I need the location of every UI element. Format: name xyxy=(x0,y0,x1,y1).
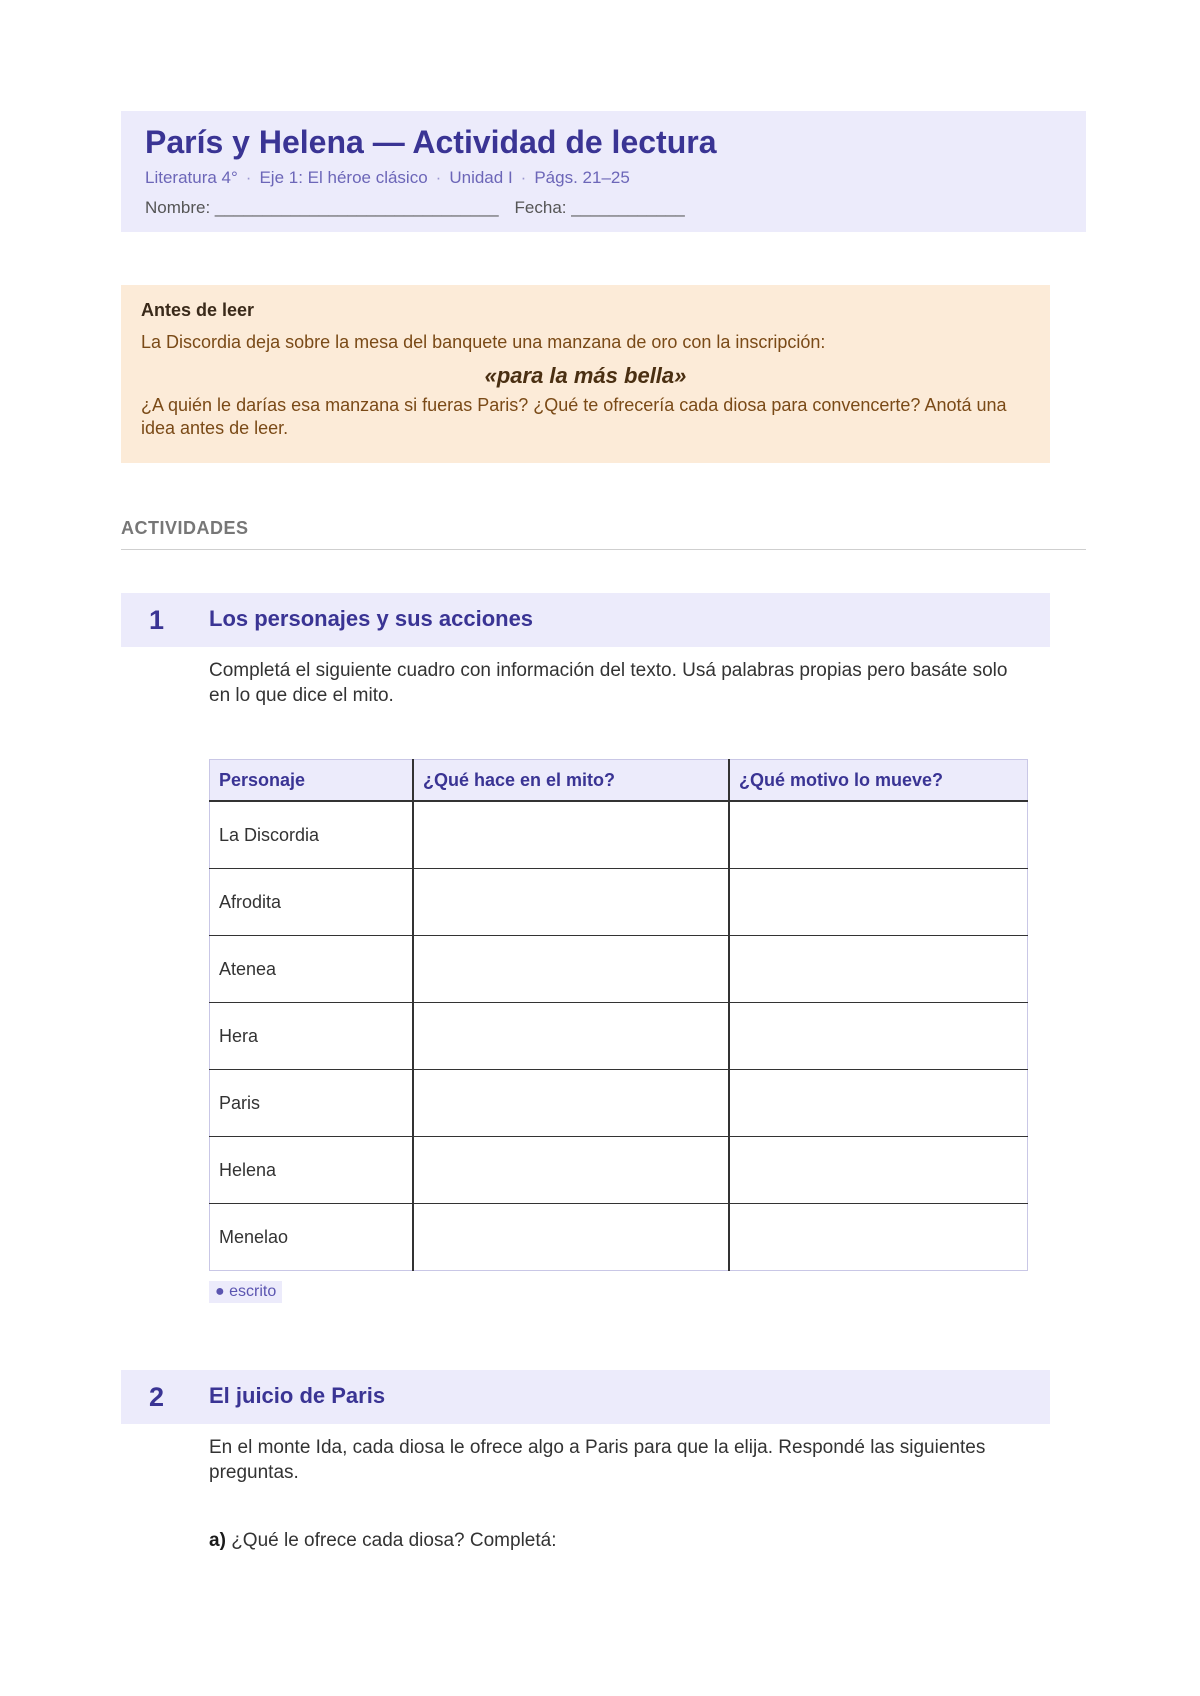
name-field[interactable]: Nombre: ______________________________ xyxy=(145,198,499,217)
written-tag: ● escrito xyxy=(209,1281,282,1303)
answer-cell[interactable] xyxy=(729,1204,1028,1271)
answer-cell[interactable] xyxy=(413,801,729,869)
character-name: La Discordia xyxy=(210,801,414,869)
activity-number: 1 xyxy=(149,605,165,635)
character-name: Helena xyxy=(210,1137,414,1204)
section-label: ACTIVIDADES xyxy=(121,518,249,538)
apple-inscription: «para la más bella» xyxy=(484,363,687,388)
before-reading-title: Antes de leer xyxy=(141,300,255,320)
answer-cell[interactable] xyxy=(413,869,729,936)
answer-cell[interactable] xyxy=(413,1137,729,1204)
column-header: Personaje xyxy=(210,760,414,802)
answer-cell[interactable] xyxy=(729,1070,1028,1137)
question-letter: a) xyxy=(209,1530,226,1551)
character-name: Afrodita xyxy=(210,869,414,936)
character-name: Paris xyxy=(210,1070,414,1137)
activity-1-instruction: Completá el siguiente cuadro con información del texto. Usá palabras propias pero basáte solo en lo que dice el mito. xyxy=(209,660,1008,706)
table-header-row xyxy=(210,760,1028,802)
meta-pages: Págs. 21–25 xyxy=(534,168,630,187)
table-row xyxy=(210,936,1028,1003)
meta-unit: Unidad I xyxy=(449,168,513,187)
character-name: Atenea xyxy=(210,936,414,1003)
answer-cell[interactable] xyxy=(413,936,729,1003)
activity-number: 2 xyxy=(149,1382,165,1412)
table-row xyxy=(210,1204,1028,1271)
activity-title: Los personajes y sus acciones xyxy=(209,606,534,631)
question-a xyxy=(209,1530,556,1552)
student-fields xyxy=(145,197,1062,219)
answer-cell[interactable] xyxy=(413,1003,729,1070)
before-reading-text: La Discordia deja sobre la mesa del banquete una manzana de oro con la inscripción: xyxy=(141,332,826,352)
answer-cell[interactable] xyxy=(729,801,1028,869)
before-reading-question: ¿A quién le darías esa manzana si fueras Paris? ¿Qué te ofrecería cada diosa para convencerte? Anotá una idea antes de leer. xyxy=(141,395,1007,438)
table-row xyxy=(210,1137,1028,1204)
character-name: Hera xyxy=(210,1003,414,1070)
question-text: ¿Qué le ofrece cada diosa? Completá: xyxy=(231,1530,557,1551)
before-reading-box xyxy=(121,285,1050,463)
answer-cell[interactable] xyxy=(729,869,1028,936)
answer-cell[interactable] xyxy=(413,1204,729,1271)
column-header: ¿Qué motivo lo mueve? xyxy=(729,760,1028,802)
table-row xyxy=(210,801,1028,869)
meta-separator: · xyxy=(435,168,442,187)
answer-cell[interactable] xyxy=(729,1003,1028,1070)
answer-cell[interactable] xyxy=(729,1137,1028,1204)
table-row xyxy=(210,1070,1028,1137)
worksheet-header xyxy=(121,111,1086,232)
page-title: París y Helena — Actividad de lectura xyxy=(145,124,717,160)
course-meta xyxy=(145,167,1062,189)
activity-2-header xyxy=(121,1370,1050,1424)
table-row xyxy=(210,869,1028,936)
activity-title: El juicio de Paris xyxy=(209,1383,386,1408)
answer-cell[interactable] xyxy=(413,1070,729,1137)
meta-separator: · xyxy=(245,168,252,187)
character-name: Menelao xyxy=(210,1204,414,1271)
activity-2-instruction: En el monte Ida, cada diosa le ofrece algo a Paris para que la elija. Respondé las siguientes preguntas. xyxy=(209,1437,986,1483)
characters-table xyxy=(209,759,1028,1271)
section-divider xyxy=(121,549,1086,550)
column-header: ¿Qué hace en el mito? xyxy=(413,760,729,802)
meta-subject: Literatura 4° xyxy=(145,168,238,187)
table-row xyxy=(210,1003,1028,1070)
meta-separator: · xyxy=(520,168,527,187)
answer-cell[interactable] xyxy=(729,936,1028,1003)
meta-axis: Eje 1: El héroe clásico xyxy=(259,168,428,187)
activity-1-header xyxy=(121,593,1050,647)
date-field[interactable]: Fecha: ____________ xyxy=(514,198,685,217)
